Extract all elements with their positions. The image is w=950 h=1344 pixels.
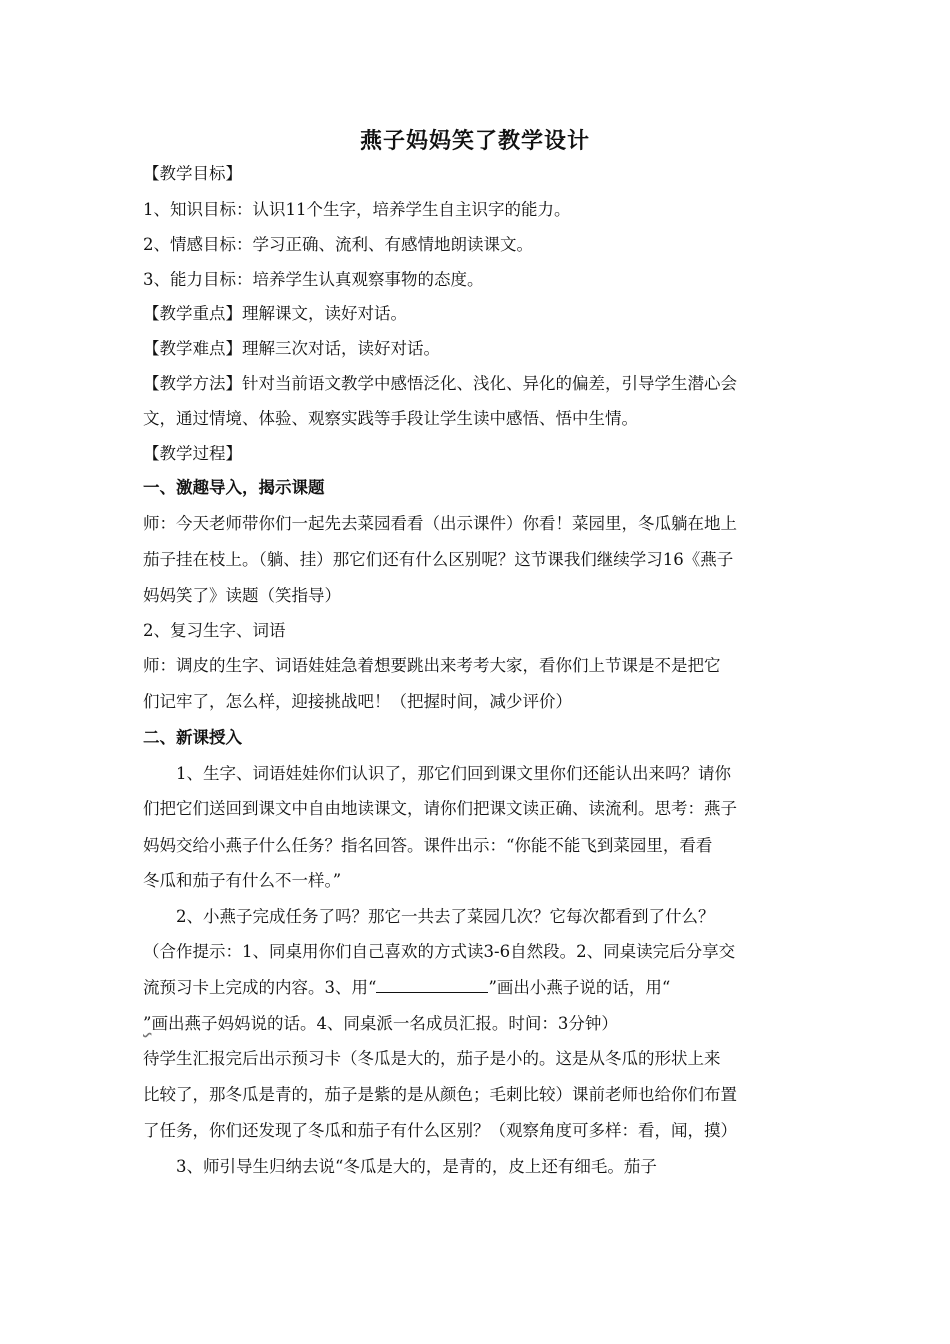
teaching-focus: 【教学重点】理解课文，读好对话。: [143, 304, 407, 323]
paragraph-line: 师：调皮的生字、词语娃娃急着想要跳出来考考大家，看你们上节课是不是把它: [143, 656, 721, 675]
straight-underline-sample: [376, 978, 488, 993]
paragraph-line: 3、师引导生归纳去说“冬瓜是大的，是青的，皮上还有细毛。茄子: [176, 1157, 657, 1176]
paragraph-line: 了任务，你们还发现了冬瓜和茄子有什么区别？（观察角度可多样：看，闻，摸）: [143, 1121, 737, 1140]
paragraph-line: [143, 977, 813, 999]
objectives-heading: 【教学目标】: [143, 164, 242, 183]
teaching-difficulty: 【教学难点】理解三次对话，读好对话。: [143, 339, 440, 358]
paragraph-line: 待学生汇报完后出示预习卡（冬瓜是大的，茄子是小的。这是从冬瓜的形状上来: [143, 1049, 721, 1068]
paragraph-line: 茄子挂在枝上。（躺、挂）那它们还有什么区别呢？这节课我们继续学习16《燕子: [143, 550, 734, 569]
document-title: 燕子妈妈笑了教学设计: [359, 129, 590, 154]
paragraph-line: （合作提示：1、同桌用你们自己喜欢的方式读3-6自然段。2、同桌读完后分享交: [143, 942, 736, 961]
teaching-method-line: 【教学方法】针对当前语文教学中感悟泛化、浅化、异化的偏差，引导学生潜心会: [143, 374, 737, 393]
teaching-method-line: 文，通过情境、体验、观察实践等手段让学生读中感悟、悟中生情。: [143, 409, 638, 428]
text-span: ”画出小燕子说的话，用“: [488, 978, 671, 997]
section-heading: 一、激趣导入，揭示课题: [143, 478, 325, 497]
paragraph-line: 1、生字、词语娃娃你们认识了，那它们回到课文里你们还能认出来吗？请你: [176, 764, 731, 783]
paragraph-line: [143, 1013, 813, 1035]
paragraph-line: 妈妈交给小燕子什么任务？指名回答。课件出示：“你能不能飞到菜园里，看看: [143, 836, 713, 855]
paragraph-line: 们记牢了，怎么样，迎接挑战吧！（把握时间，减少评价）: [143, 692, 572, 711]
objective-emotion: 2、情感目标：学习正确、流利、有感情地朗读课文。: [143, 235, 533, 254]
paragraph-line: 们把它们送回到课文中自由地读课文，请你们把课文读正确、读流利。思考：燕子: [143, 799, 737, 818]
paragraph-line: 师：今天老师带你们一起先去菜园看看（出示课件）你看！菜园里，冬瓜躺在地上: [143, 514, 737, 533]
paragraph-line: 妈妈笑了》读题（笑指导）: [143, 586, 341, 605]
process-heading: 【教学过程】: [143, 444, 242, 463]
paragraph-line: 冬瓜和茄子有什么不一样。”: [143, 871, 342, 890]
text-span: 画出燕子妈妈说的话。4、同桌派一名成员汇报。时间：3分钟）: [151, 1014, 618, 1033]
wavy-underline-sample: ”: [143, 1014, 152, 1033]
section-heading: 二、新课授入: [143, 728, 242, 747]
text-span: 流预习卡上完成的内容。3、用“: [143, 978, 377, 997]
paragraph-line: 比较了，那冬瓜是青的，茄子是紫的是从颜色；毛刺比较）课前老师也给你们布置: [143, 1085, 737, 1104]
objective-knowledge: 1、知识目标：认识11个生字，培养学生自主识字的能力。: [143, 200, 571, 219]
paragraph-line: 2、小燕子完成任务了吗？那它一共去了菜园几次？它每次都看到了什么？: [176, 907, 715, 926]
review-heading: 2、复习生字、词语: [143, 621, 286, 640]
objective-ability: 3、能力目标：培养学生认真观察事物的态度。: [143, 270, 484, 289]
